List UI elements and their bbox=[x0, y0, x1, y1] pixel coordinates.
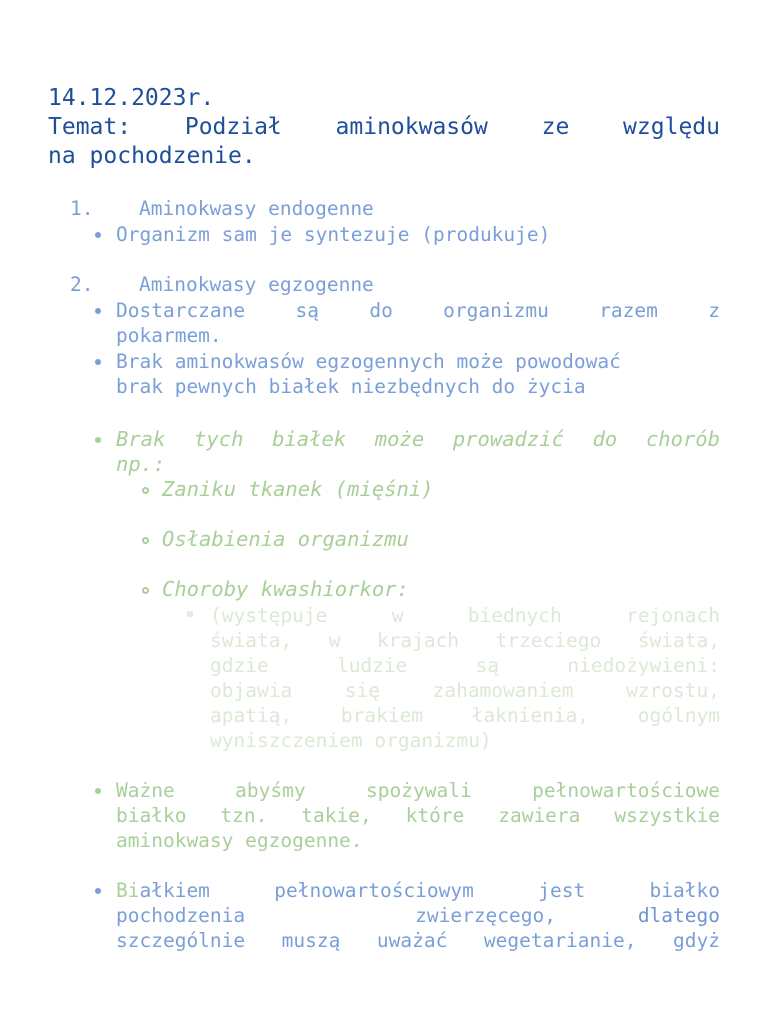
subsub-line-1: (występuje w biednych rejonach bbox=[210, 604, 720, 627]
sub-item-2: Osłabienia organizmu bbox=[162, 527, 409, 551]
bullet-dot bbox=[95, 888, 101, 894]
subsub-line-5: apatią, brakiem łaknienia, ogólnym bbox=[210, 704, 720, 727]
document-title-line-1: Temat: Podział aminokwasów ze względu bbox=[48, 114, 720, 140]
section-1-number: 1. bbox=[70, 197, 94, 220]
section-2-heading: Aminokwasy egzogenne bbox=[139, 273, 374, 296]
bullet-1-line-2: pokarmem. bbox=[116, 324, 222, 347]
sub-item-1: Zaniku tkanek (mięśni) bbox=[162, 477, 434, 501]
bullet-4-line-1: Ważne abyśmy spożywali pełnowartościowe bbox=[116, 779, 720, 802]
bullet-1-line-1: Dostarczane są do organizmu razem z bbox=[116, 299, 720, 322]
bullet-5-line-1-rest: ałkiem pełnowartościowym jest białko bbox=[139, 879, 720, 902]
bullet-dot bbox=[95, 359, 101, 365]
bullet-3-line-1: Brak tych białek może prowadzić do chorób bbox=[116, 427, 720, 451]
subsub-line-6: wyniszczeniem organizmu) bbox=[210, 729, 492, 752]
bullet-5-line-2 bbox=[116, 903, 720, 928]
section-2-number: 2. bbox=[70, 273, 94, 296]
sub-sub-bullet-square bbox=[187, 611, 193, 617]
bullet-5-line-3: szczególnie muszą uważać wegetarianie, gdyż bbox=[116, 929, 720, 952]
bullet-dot bbox=[95, 308, 101, 314]
bullet-5-line-1 bbox=[116, 878, 720, 903]
bullet-dot bbox=[95, 788, 101, 794]
sub-item-3: Choroby kwashiorkor: bbox=[162, 577, 409, 601]
subsub-line-4: objawia się zahamowaniem wzrostu, bbox=[210, 679, 720, 702]
section-1-heading: Aminokwasy endogenne bbox=[139, 197, 374, 220]
bullet-2-line-2: brak pewnych białek niezbędnych do życia bbox=[116, 375, 586, 398]
bullet-2-line-1: Brak aminokwasów egzogennych może powodować bbox=[116, 350, 621, 373]
bullet-5-line-2-end: dlatego bbox=[637, 904, 720, 927]
sub-bullet-ring bbox=[142, 487, 149, 494]
bullet-4-line-3: aminokwasy egzogenne. bbox=[116, 829, 363, 852]
bullet-5-line-2-start: pochodzenia zwierzęcego, bbox=[116, 904, 556, 927]
sub-bullet-ring bbox=[142, 537, 149, 544]
subsub-line-2: świata, w krajach trzeciego świata, bbox=[210, 629, 720, 652]
bullet-dot bbox=[95, 232, 101, 238]
bullet-5-line-1-start: Bi bbox=[116, 879, 140, 902]
document-date: 14.12.2023r. bbox=[48, 85, 215, 111]
bullet-dot bbox=[95, 437, 101, 443]
sub-bullet-ring bbox=[142, 587, 149, 594]
section-1-bullet-1: Organizm sam je syntezuje (produkuje) bbox=[116, 223, 551, 246]
document-title-line-2: na pochodzenie. bbox=[48, 143, 256, 169]
bullet-3-line-2: np.: bbox=[116, 452, 166, 476]
bullet-4-line-2: białko tzn. takie, które zawiera wszystkie bbox=[116, 804, 720, 827]
subsub-line-3: gdzie ludzie są niedożywieni: bbox=[210, 654, 720, 677]
